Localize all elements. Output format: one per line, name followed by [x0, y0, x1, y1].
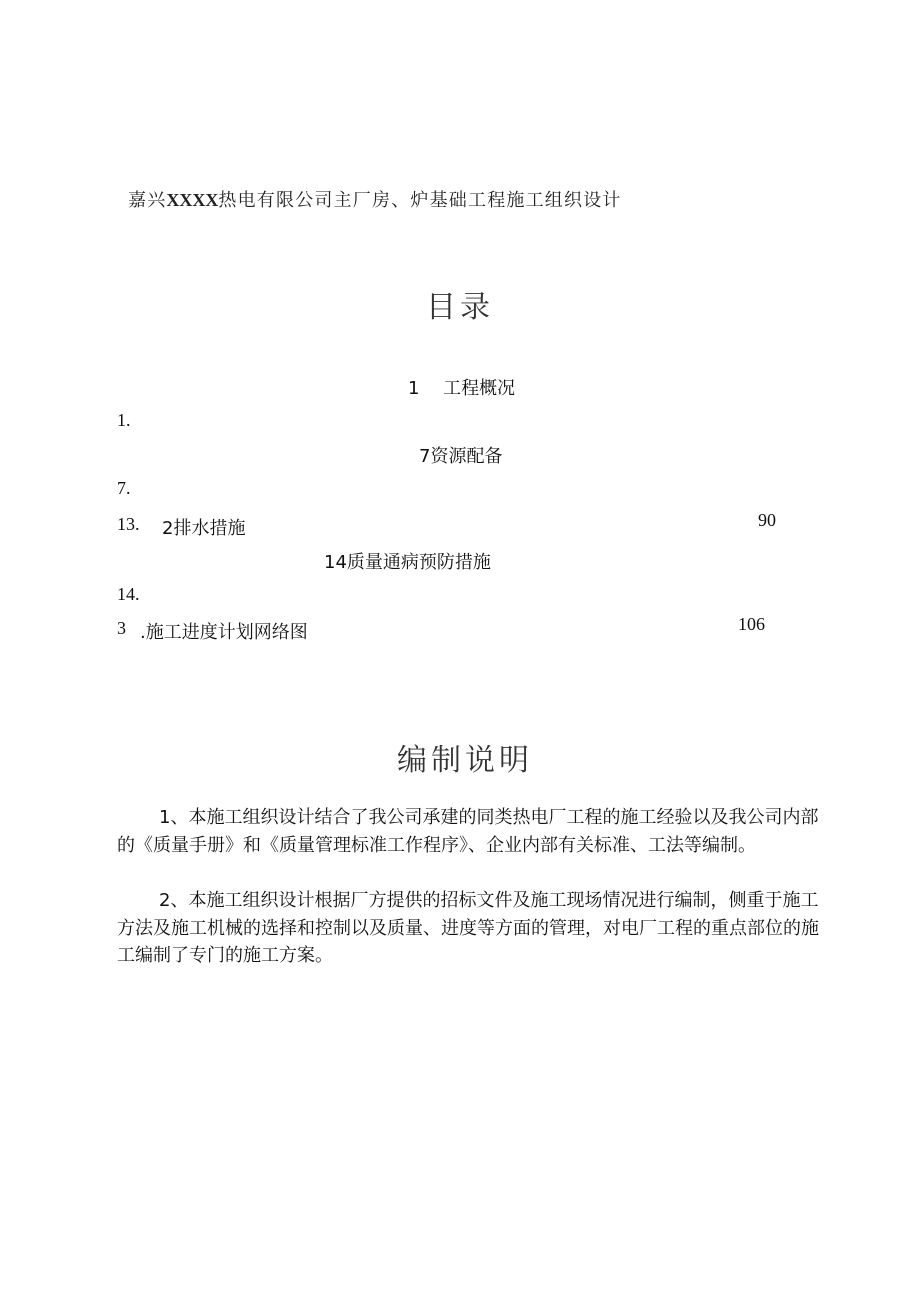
toc-entry-3[interactable]: 7资源配备 [419, 446, 503, 467]
toc-entry-5-page: 90 [758, 510, 776, 530]
toc-entry-8-page: 106 [738, 614, 765, 634]
toc-entry-6[interactable]: 14质量通病预防措施 [324, 552, 491, 573]
toc-entry-8[interactable]: .施工进度计划网络图 [140, 622, 308, 643]
toc-entry-5-number: 13. [117, 514, 140, 534]
title-prefix: 嘉兴 [128, 190, 167, 211]
toc-entry-7[interactable]: 14. [117, 584, 140, 604]
toc-entry-8-number: 3 [117, 618, 126, 638]
toc-entry-5[interactable]: 2排水措施 [162, 518, 246, 539]
toc-heading: 目录 [426, 290, 494, 325]
title-placeholder-name: XXXX [166, 190, 219, 210]
toc-entry-2[interactable]: 1. [117, 410, 131, 430]
toc-entry-4[interactable]: 7. [117, 478, 131, 498]
notes-paragraph-1: 1、本施工组织设计结合了我公司承建的同类热电厂工程的施工经验以及我公司内部的《质量手册》和《质量管理标准工作程序》、企业内部有关标准、工法等编制。 [117, 807, 819, 856]
notes-heading: 编制说明 [397, 743, 533, 778]
toc-entry-1[interactable]: 1 工程概况 [408, 378, 516, 399]
document-title [128, 186, 622, 212]
title-suffix: 热电有限公司主厂房、炉基础工程施工组织设计 [218, 190, 622, 211]
notes-paragraph-2: 2、本施工组织设计根据厂方提供的招标文件及施工现场情况进行编制，侧重于施工方法及施工机械的选择和控制以及质量、进度等方面的管理，对电厂工程的重点部位的施工编制了专门的施工方案。 [117, 890, 819, 966]
